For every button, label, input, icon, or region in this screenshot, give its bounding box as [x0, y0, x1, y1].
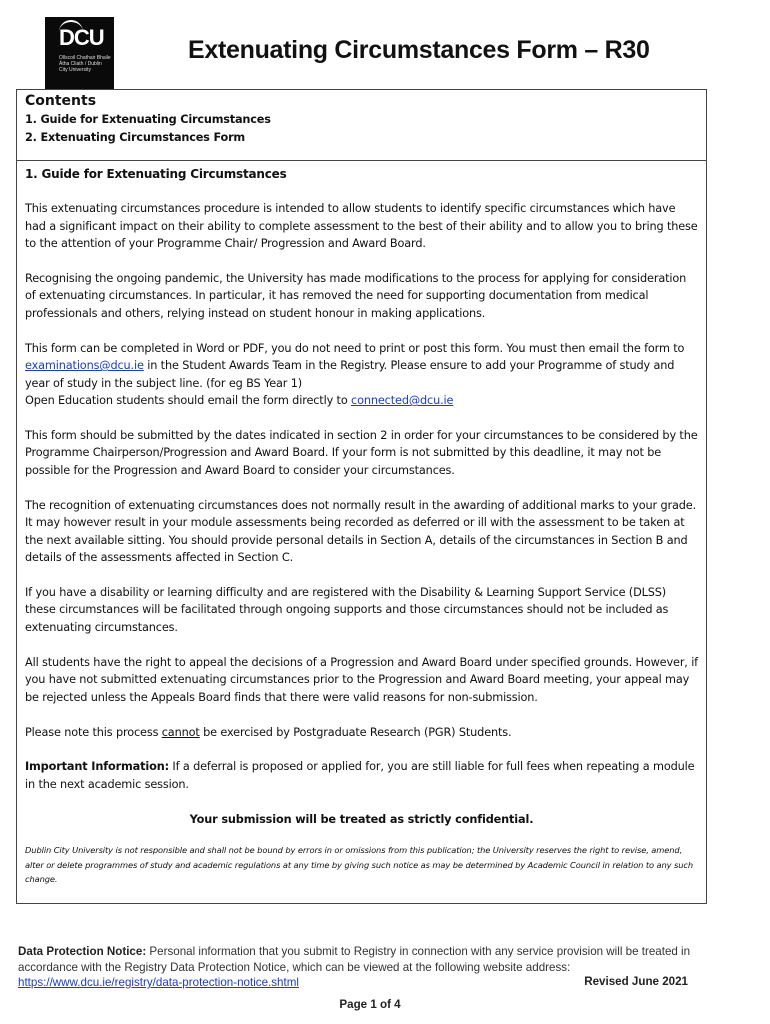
guide-paragraph-pandemic: Recognising the ongoing pandemic, the University has made modifications to the process for applying for consideration of extenuating circumstances. In particular, it has removed the need for supporting documentation from medical professionals and others, relying instead on student honour in making applications.	[25, 271, 687, 320]
submission-text-b: in the Student Awards Team in the Registry. Please ensure to add your Programme of study and year of study in the subject line. (for eg BS Year 1)	[25, 359, 675, 390]
submission-text-c: Open Education students should email the form directly to	[25, 394, 352, 408]
important-text: If a deferral is proposed or applied for, you are still liable for full fees when repeating a module in the next academic session.	[25, 760, 695, 791]
contents-item-1[interactable]: 1. Guide for Extenuating Circumstances	[25, 113, 271, 126]
guide-paragraph-deadline: This form should be submitted by the dates indicated in section 2 in order for your circumstances to be considered by the Programme Chairperson/Progression and Award Board. If your form is not submitted by this deadline, it may not be possible for the Progression and Award Board to consider your circumstances.	[25, 428, 698, 477]
guide-paragraph-purpose: This extenuating circumstances procedure is intended to allow students to identify specific circumstances which have had a significant impact on their ability to complete assessment to the best of their ability and to allow you to bring these to the attention of your Programme Chair/ Progression and Award Board.	[25, 202, 698, 250]
dcu-logo	[45, 17, 114, 89]
submission-text-a: This form can be completed in Word or PDF, you do not need to print or post this form. You must then email the form to	[25, 341, 685, 355]
page-number: Page 1 of 4	[339, 998, 401, 1011]
logo-subtext: Ollscoil Chathair Bhaile Átha Cliath / Dublin City University	[59, 55, 111, 73]
guide-paragraph-submission	[25, 340, 698, 410]
form-title: Extenuating Circumstances Form – R30	[188, 36, 650, 64]
logo-text: DCU	[59, 25, 104, 50]
contents-item-2[interactable]: 2. Extenuating Circumstances Form	[25, 131, 246, 144]
guide-paragraph-appeal: All students have the right to appeal the decisions of a Progression and Award Board under specified grounds. However, if you have not submitted extenuating circumstances prior to the Progression and Award Board meeting, your appeal may be rejected unless the Appeals Board finds that there were valid reasons for non-submission.	[25, 655, 699, 704]
confidential-notice: Your submission will be treated as strictly confidential.	[189, 812, 534, 826]
dp-label: Data Protection Notice:	[18, 945, 147, 958]
guide-section	[16, 160, 707, 904]
important-label: Important Information:	[25, 760, 169, 774]
revised-date: Revised June 2021	[584, 975, 688, 988]
pgr-text-b: be exercised by Postgraduate Research (PGR) Students.	[199, 725, 512, 739]
contents-box	[16, 89, 707, 161]
examinations-email-link[interactable]: examinations@dcu.ie	[25, 359, 144, 373]
pgr-text-a: Please note this process	[25, 725, 162, 739]
guide-paragraph-important	[25, 758, 698, 793]
contents-heading: Contents	[25, 93, 97, 109]
dp-notice-link[interactable]: https://www.dcu.ie/registry/data-protection-notice.shtml	[18, 976, 299, 989]
guide-paragraph-recognition: The recognition of extenuating circumstances does not normally result in the awarding of additional marks to your grade. It may however result in your module assessments being recorded as deferred or ill with the assessment to be taken at the next available sitting. You should provide personal details in Section A, details of the circumstances in Section B and details of the assessments affected in Section C.	[25, 498, 697, 565]
guide-heading: 1. Guide for Extenuating Circumstances	[25, 167, 287, 181]
dp-text: Personal information that you submit to Registry in connection with any service provision will be treated in accordance with the Registry Data Protection Notice, which can be viewed at the following website address:	[18, 945, 691, 974]
university-disclaimer: Dublin City University is not responsible and shall not be bound by errors in or omissions from this publication; the University reserves the right to revise, amend, alter or delete programmes of study and academic regulations at any time by giving such notice as may be determined by Academic Council in relation to any such change.	[25, 845, 694, 885]
connected-email-link[interactable]: connected@dcu.ie	[351, 394, 454, 408]
guide-paragraph-pgr	[25, 724, 698, 742]
guide-paragraph-dlss: If you have a disability or learning difficulty and are registered with the Disability & Learning Support Service (DLSS) these circumstances will be facilitated through ongoing supports and those circumstances should not be included as extenuating circumstances.	[25, 585, 669, 634]
pgr-cannot: cannot	[161, 725, 200, 739]
